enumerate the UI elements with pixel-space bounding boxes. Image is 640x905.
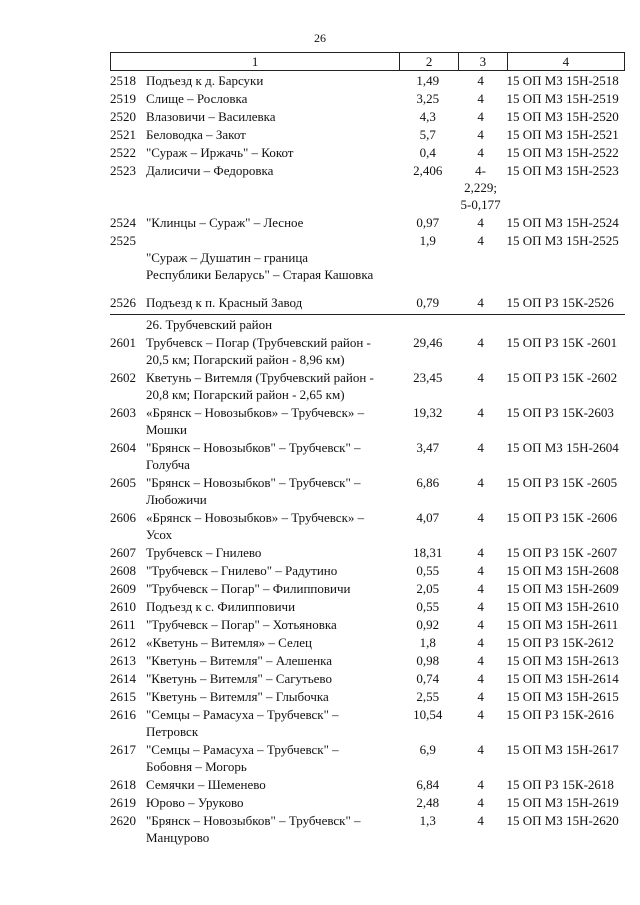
row-number: 2616 xyxy=(110,707,136,722)
table-row xyxy=(110,651,625,669)
road-code: 15 ОП МЗ 15Н-2608 xyxy=(506,563,619,578)
road-name: Слище – Рословка xyxy=(146,91,248,106)
table-row xyxy=(110,597,625,615)
road-length: 2,55 xyxy=(416,689,440,704)
road-code: 15 ОП МЗ 15Н-2522 xyxy=(506,145,619,160)
table-row xyxy=(110,705,625,740)
row-number: 2615 xyxy=(110,689,136,704)
road-code: 15 ОП МЗ 15Н-2519 xyxy=(506,91,619,106)
road-length: 6,9 xyxy=(419,742,436,757)
road-length: 4,07 xyxy=(416,510,440,525)
road-category: 4 xyxy=(477,599,484,614)
road-category: 4 xyxy=(477,510,484,525)
road-name: «Кветунь – Витемля» – Селец xyxy=(146,635,312,650)
road-category: 4 xyxy=(477,813,484,828)
road-length: 29,46 xyxy=(413,335,443,350)
table-row xyxy=(110,71,625,89)
road-name: Трубчевск – Гнилево xyxy=(146,545,262,560)
table-row xyxy=(110,633,625,651)
road-category: 4 xyxy=(477,145,484,160)
road-category: 4 xyxy=(477,127,484,142)
road-name: "Трубчевск – Гнилево" – Радутино xyxy=(146,563,338,578)
road-category: 4 xyxy=(477,563,484,578)
road-category: 4 xyxy=(477,581,484,596)
road-category: 4 xyxy=(477,405,484,420)
road-category: 4 xyxy=(477,653,484,668)
row-number: 2610 xyxy=(110,599,136,614)
table-row xyxy=(110,508,625,543)
road-code: 15 ОП РЗ 15К -2602 xyxy=(506,370,618,385)
road-length: 0,98 xyxy=(416,653,440,668)
road-code: 15 ОП РЗ 15К-2526 xyxy=(506,295,614,310)
road-length: 2,406 xyxy=(413,163,443,178)
road-name: «Брянск – Новозыбков» – Трубчевск» – Усох xyxy=(146,510,365,542)
row-number: 2519 xyxy=(110,91,136,106)
road-category: 4 xyxy=(477,440,484,455)
road-category: 4 xyxy=(477,742,484,757)
road-code: 15 ОП РЗ 15К-2618 xyxy=(506,777,614,792)
header-col-4: 4 xyxy=(508,53,625,70)
road-category: 4 xyxy=(477,635,484,650)
row-number: 2522 xyxy=(110,145,136,160)
road-length: 1,9 xyxy=(419,233,436,248)
table-row xyxy=(110,161,625,213)
road-code: 15 ОП МЗ 15Н-2520 xyxy=(506,109,619,124)
road-code: 15 ОП МЗ 15Н-2521 xyxy=(506,127,619,142)
road-name: Подъезд к п. Красный Завод xyxy=(146,295,303,310)
row-number: 2608 xyxy=(110,563,136,578)
road-length: 10,54 xyxy=(413,707,443,722)
row-number: 2524 xyxy=(110,215,136,230)
table-row xyxy=(110,107,625,125)
road-category: 4 xyxy=(477,707,484,722)
road-length: 6,84 xyxy=(416,777,440,792)
page-number: 26 xyxy=(314,31,326,45)
header-col-2: 2 xyxy=(400,53,459,70)
row-number: 2614 xyxy=(110,671,136,686)
table-row xyxy=(110,687,625,705)
road-category: 4 xyxy=(477,73,484,88)
row-number: 2617 xyxy=(110,742,136,757)
road-category: 4 xyxy=(477,475,484,490)
header-col-1: 1 xyxy=(110,53,400,70)
road-category: 4 xyxy=(477,91,484,106)
road-length: 0,97 xyxy=(416,215,440,230)
road-category: 4 xyxy=(477,671,484,686)
road-code: 15 ОП МЗ 15Н-2525 xyxy=(506,233,619,248)
road-name: "Брянск – Новозыбков" – Трубчевск" – Любожичи xyxy=(146,475,361,507)
road-code: 15 ОП МЗ 15Н-2604 xyxy=(506,440,619,455)
row-number: 2619 xyxy=(110,795,136,810)
row-number: 2618 xyxy=(110,777,136,792)
spacer xyxy=(110,283,625,293)
row-number: 2604 xyxy=(110,440,136,455)
row-number: 2603 xyxy=(110,405,136,420)
row-number: 2606 xyxy=(110,510,136,525)
row-number: 2613 xyxy=(110,653,136,668)
road-code: 15 ОП РЗ 15К -2607 xyxy=(506,545,618,560)
road-length: 19,32 xyxy=(413,405,443,420)
road-code: 15 ОП МЗ 15Н-2610 xyxy=(506,599,619,614)
road-category: 4 xyxy=(477,777,484,792)
road-code: 15 ОП МЗ 15Н-2611 xyxy=(506,617,619,632)
road-name: Юрово – Уруково xyxy=(146,795,244,810)
road-code: 15 ОП МЗ 15Н-2524 xyxy=(506,215,619,230)
road-category: 4 xyxy=(477,233,484,248)
road-name: Далисичи – Федоровка xyxy=(146,163,274,178)
table-row xyxy=(110,231,625,283)
road-code: 15 ОП МЗ 15Н-2615 xyxy=(506,689,619,704)
row-number: 2520 xyxy=(110,109,136,124)
road-name: Влазовичи – Василевка xyxy=(146,109,276,124)
row-number: 2525 xyxy=(110,233,136,248)
road-table xyxy=(110,52,625,846)
road-category: 4 xyxy=(477,370,484,385)
road-name: "Кветунь – Витемля" – Алешенка xyxy=(146,653,333,668)
table-row xyxy=(110,615,625,633)
road-length: 23,45 xyxy=(413,370,443,385)
road-category: 4 xyxy=(477,617,484,632)
road-length: 1,3 xyxy=(419,813,436,828)
road-length: 4,3 xyxy=(419,109,436,124)
road-code: 15 ОП РЗ 15К-2603 xyxy=(506,405,614,420)
road-name: "Трубчевск – Погар" – Филипповичи xyxy=(146,581,351,596)
road-code: 15 ОП МЗ 15Н-2609 xyxy=(506,581,619,596)
table-row xyxy=(110,561,625,579)
road-code: 15 ОП МЗ 15Н-2518 xyxy=(506,73,619,88)
road-length: 18,31 xyxy=(413,545,443,560)
road-name: "Брянск – Новозыбков" – Трубчевск" – Голубча xyxy=(146,440,361,472)
row-number: 2601 xyxy=(110,335,136,350)
table-row xyxy=(110,775,625,793)
road-category: 4- 2,229; 5-0,177 xyxy=(460,163,501,212)
table-row xyxy=(110,143,625,161)
table-row xyxy=(110,740,625,775)
road-name: "Сураж – Иржачь" – Кокот xyxy=(146,145,294,160)
section-title: 26. Трубчевский район xyxy=(146,317,273,332)
table-row xyxy=(110,473,625,508)
road-length: 0,55 xyxy=(416,563,440,578)
road-name: "Кветунь – Витемля" – Глыбочка xyxy=(146,689,329,704)
road-length: 3,25 xyxy=(416,91,440,106)
row-number: 2521 xyxy=(110,127,136,142)
row-number: 2612 xyxy=(110,635,136,650)
row-number: 2523 xyxy=(110,163,136,178)
table-row xyxy=(110,89,625,107)
road-name: Семячки – Шеменево xyxy=(146,777,266,792)
road-name: Подъезд к д. Барсуки xyxy=(146,73,264,88)
header-col-3: 3 xyxy=(459,53,508,70)
table-row xyxy=(110,293,625,311)
road-length: 0,74 xyxy=(416,671,440,686)
road-code: 15 ОП МЗ 15Н-2619 xyxy=(506,795,619,810)
table-row xyxy=(110,403,625,438)
table-row xyxy=(110,213,625,231)
road-category: 4 xyxy=(477,795,484,810)
road-code: 15 ОП РЗ 15К -2606 xyxy=(506,510,618,525)
table-body-a xyxy=(110,71,625,283)
road-code: 15 ОП МЗ 15Н-2620 xyxy=(506,813,619,828)
road-code: 15 ОП РЗ 15К -2605 xyxy=(506,475,618,490)
road-category: 4 xyxy=(477,215,484,230)
table-row xyxy=(110,543,625,561)
road-name: "Клинцы – Сураж" – Лесное xyxy=(146,215,304,230)
road-code: 15 ОП РЗ 15К-2612 xyxy=(506,635,614,650)
table-row xyxy=(110,368,625,403)
road-name: Трубчевск – Погар (Трубчевский район - 20,5 км; Погарский район - 8,96 км) xyxy=(146,335,371,367)
table-row xyxy=(110,669,625,687)
table-row xyxy=(110,438,625,473)
road-category: 4 xyxy=(477,295,484,310)
table-row xyxy=(110,333,625,368)
table-row xyxy=(110,811,625,846)
road-length: 5,7 xyxy=(419,127,436,142)
road-category: 4 xyxy=(477,335,484,350)
road-name: «Брянск – Новозыбков» – Трубчевск» – Мошки xyxy=(146,405,365,437)
row-number: 2518 xyxy=(110,73,136,88)
road-length: 3,47 xyxy=(416,440,440,455)
road-length: 1,49 xyxy=(416,73,440,88)
road-name: Подъезд к с. Филипповичи xyxy=(146,599,296,614)
road-length: 1,8 xyxy=(419,635,436,650)
road-length: 2,48 xyxy=(416,795,440,810)
table-row xyxy=(110,125,625,143)
road-code: 15 ОП МЗ 15Н-2617 xyxy=(506,742,619,757)
row-number: 2620 xyxy=(110,813,136,828)
table-header xyxy=(110,52,625,71)
road-category: 4 xyxy=(477,545,484,560)
row-number: 2609 xyxy=(110,581,136,596)
row-number: 2602 xyxy=(110,370,136,385)
row-number: 2605 xyxy=(110,475,136,490)
row-number: 2526 xyxy=(110,295,136,310)
road-length: 0,92 xyxy=(416,617,440,632)
road-name: "Сураж – Душатин – граница Республики Беларусь" – Старая Кашовка xyxy=(146,250,374,282)
road-name: "Семцы – Рамасуха – Трубчевск" – Петровск xyxy=(146,707,339,739)
table-row xyxy=(110,793,625,811)
table-body-b xyxy=(110,333,625,846)
road-name: Беловодка – Закот xyxy=(146,127,246,142)
road-length: 0,55 xyxy=(416,599,440,614)
road-code: 15 ОП МЗ 15Н-2523 xyxy=(506,163,619,178)
road-length: 0,4 xyxy=(419,145,436,160)
road-length: 2,05 xyxy=(416,581,440,596)
row-number: 2607 xyxy=(110,545,136,560)
road-name: "Кветунь – Витемля" – Сагутьево xyxy=(146,671,332,686)
road-name: Кветунь – Витемля (Трубчевский район - 20,8 км; Погарский район - 2,65 км) xyxy=(146,370,374,402)
road-name: "Брянск – Новозыбков" – Трубчевск" – Манцурово xyxy=(146,813,361,845)
road-category: 4 xyxy=(477,689,484,704)
table-row xyxy=(110,579,625,597)
road-length: 0,79 xyxy=(416,295,440,310)
road-code: 15 ОП МЗ 15Н-2613 xyxy=(506,653,619,668)
row-number: 2611 xyxy=(110,617,136,632)
road-length: 6,86 xyxy=(416,475,440,490)
road-code: 15 ОП РЗ 15К -2601 xyxy=(506,335,618,350)
road-code: 15 ОП МЗ 15Н-2614 xyxy=(506,671,619,686)
road-name: "Семцы – Рамасуха – Трубчевск" – Бобовня – Могорь xyxy=(146,742,339,774)
road-category: 4 xyxy=(477,109,484,124)
road-code: 15 ОП РЗ 15К-2616 xyxy=(506,707,614,722)
road-name: "Трубчевск – Погар" – Хотьяновка xyxy=(146,617,337,632)
